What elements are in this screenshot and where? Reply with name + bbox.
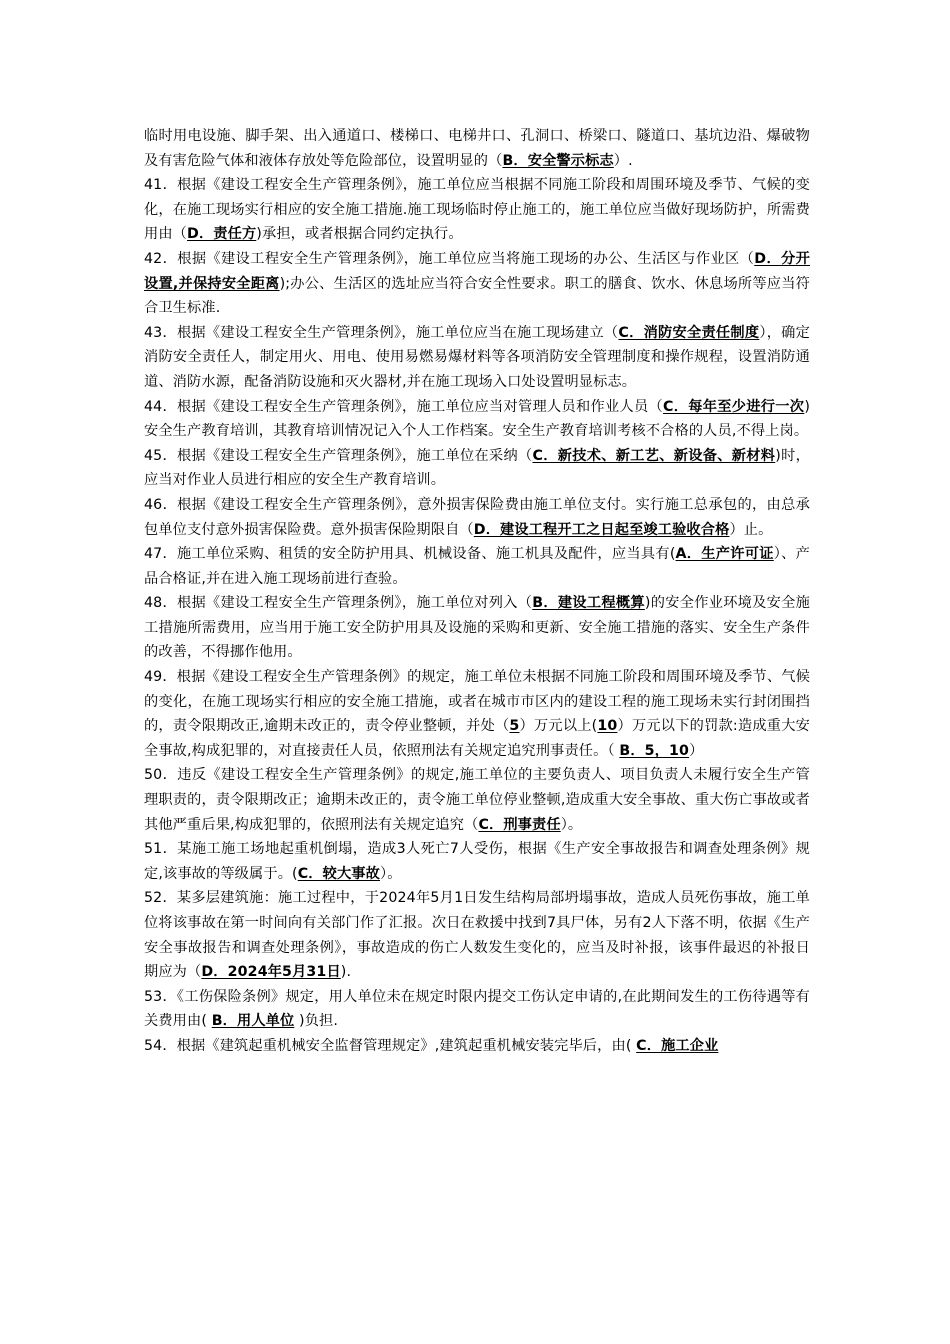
question-paragraph <box>144 124 810 173</box>
answer-text: B．安全警示标志 <box>502 152 614 169</box>
answer-text: C．新技术、新工艺、新设备、新材料 <box>532 447 776 464</box>
answer-text: D．建设工程开工之日起至竣工验收合格 <box>473 521 730 538</box>
question-text: )安全生产教育培训，其教育培训情况记入个人工作档案。安全生产教育培训考核不合格的人员,不得上岗。 <box>144 398 810 440</box>
question-paragraph <box>144 444 810 493</box>
question-paragraph <box>144 542 810 591</box>
question-paragraph <box>144 321 810 395</box>
answer-text: D．责任方 <box>187 226 257 243</box>
answer-text: B．用人单位 <box>211 1013 295 1030</box>
question-paragraph <box>144 837 810 886</box>
question-text: ）、产品合格证,并在进入施工现场前进行查验。 <box>144 546 811 587</box>
question-paragraph <box>144 247 810 321</box>
question-text: ），确定消防安全责任人，制定用火、用电、使用易燃易爆材料等各项消防安全管理制度和操作规程，设置消防通道、消防水源，配备消防设施和灭火器材,并在施工现场入口处设置明显标志。 <box>144 324 810 390</box>
answer-text: D．分开设置,并保持安全距离 <box>144 250 810 292</box>
question-text: 41．根据《建设工程安全生产管理条例》，施工单位应当根据不同施工阶段和周围环境及季节、气候的变化，在施工现场实行相应的安全施工措施.施工现场临时停止施工的，施工单位应当做好现场防护，所需费用由（ <box>144 177 810 243</box>
question-text: )时，应当对作业人员进行相应的安全生产教育培训。 <box>144 447 810 489</box>
question-text: );办公、生活区的选址应当符合安全性要求。职工的膳食、饮水、休息场所等应当符合卫生标准. <box>144 275 810 317</box>
question-text: ）. <box>613 152 633 169</box>
answer-text: C．较大事故 <box>297 865 380 882</box>
answer-text: C．消防安全责任制度 <box>618 324 760 341</box>
question-text: 49．根据《建设工程安全生产管理条例》的规定，施工单位未根据不同施工阶段和周围环境及季节、气候的变化，在施工现场实行相应的安全施工措施，或者在城市市区内的建设工程的施工现场未实行封闭围挡的，责令限期改正,逾期未改正的，责令停业整顿，并处（ <box>144 669 810 735</box>
question-text: 51．某施工施工场地起重机倒塌，造成3人死亡7人受伤，根据《生产安全事故报告和调查处理条例》规定,该事故的等级属于。( <box>144 841 810 882</box>
question-text: 46．根据《建设工程安全生产管理条例》，意外损害保险费由施工单位支付。实行施工总承包的，由总承包单位支付意外损害保险费。意外损害保险期限自（ <box>144 496 810 538</box>
question-text: 47．施工单位采购、租赁的安全防护用具、机械设备、施工机具及配件，应当具有( <box>144 546 676 563</box>
question-text: )承担，或者根据合同约定执行。 <box>256 226 463 243</box>
question-text: )负担. <box>294 1013 339 1030</box>
question-text: 54．根据《建筑起重机械安全监督管理规定》,建筑起重机械安装完毕后，由( <box>144 1037 637 1054</box>
answer-text: B．5，10 <box>619 742 690 759</box>
question-text: )的安全作业环境及安全施工措施所需费用，应当用于施工安全防护用具及设施的采购和更新、安全施工措施的落实、安全生产条件的改善，不得挪作他用。 <box>144 595 811 661</box>
question-paragraph <box>144 985 810 1034</box>
question-text: ). <box>340 964 352 981</box>
question-text: 45．根据《建设工程安全生产管理条例》，施工单位在采纳（ <box>144 447 533 464</box>
answer-text: 10 <box>597 718 618 735</box>
question-paragraph <box>144 886 810 984</box>
question-text: ） <box>689 742 704 759</box>
answer-text: C．施工企业 <box>636 1037 719 1054</box>
answer-text: A．生产许可证 <box>675 546 774 563</box>
question-paragraph <box>144 763 810 837</box>
question-text: 53．《工伤保险条例》规定，用人单位未在规定时限内提交工伤认定申请的,在此期间发生的工伤待遇等有关费用由( <box>144 988 810 1030</box>
answer-text: C．刑事责任 <box>478 816 561 833</box>
question-paragraph <box>144 1034 810 1059</box>
answer-text: 5 <box>509 718 520 735</box>
question-paragraph <box>144 173 810 247</box>
document-body <box>144 124 810 1059</box>
question-text: ）万元以上( <box>519 718 598 735</box>
question-paragraph <box>144 591 810 665</box>
question-text: 50．违反《建设工程安全生产管理条例》的规定,施工单位的主要负责人、项目负责人未履行安全生产管理职责的，责令限期改正；逾期未改正的，责令施工单位停业整顿,造成重大安全事故、重大伤亡事故或者其他严重后果,构成犯罪的，依照刑法有关规定追究（ <box>144 767 810 833</box>
question-text: ）。 <box>560 816 583 833</box>
answer-text: D．2024年5月31日 <box>201 964 341 981</box>
question-text: 43．根据《建设工程安全生产管理条例》，施工单位应当在施工现场建立（ <box>144 324 619 341</box>
question-text: 44．根据《建设工程安全生产管理条例》，施工单位应当对管理人员和作业人员（ <box>144 398 664 415</box>
question-text: 48．根据《建设工程安全生产管理条例》，施工单位对列入（ <box>144 595 533 612</box>
answer-text: B．建设工程概算 <box>532 595 645 612</box>
question-text: 52．某多层建筑施：施工过程中，于2024年5月1日发生结构局部坍塌事故，造成人员死伤事故，施工单位将该事故在第一时间向有关部门作了汇报。次日在救援中找到7具尸体，另有2人下落不明，依据《生产安全事故报告和调查处理条例》，事故造成的伤亡人数发生变化的，应当及时补报，该事件最迟的补报日期应为（ <box>144 890 810 981</box>
question-text: ）止。 <box>729 521 773 538</box>
question-paragraph <box>144 493 810 542</box>
answer-text: C．每年至少进行一次 <box>663 398 805 415</box>
question-paragraph <box>144 665 810 763</box>
question-text: ）。 <box>379 865 402 882</box>
question-text: 42．根据《建设工程安全生产管理条例》，施工单位应当将施工现场的办公、生活区与作业区（ <box>144 250 755 267</box>
question-text: ）万元以下的罚款:造成重大安全事故,构成犯罪的，对直接责任人员，依照刑法有关规定追究刑事责任。（ <box>144 718 810 759</box>
question-text: 临时用电设施、脚手架、出入通道口、楼梯口、电梯井口、孔洞口、桥梁口、隧道口、基坑边沿、爆破物及有害危险气体和液体存放处等危险部位，设置明显的（ <box>144 128 810 169</box>
question-paragraph <box>144 395 810 444</box>
